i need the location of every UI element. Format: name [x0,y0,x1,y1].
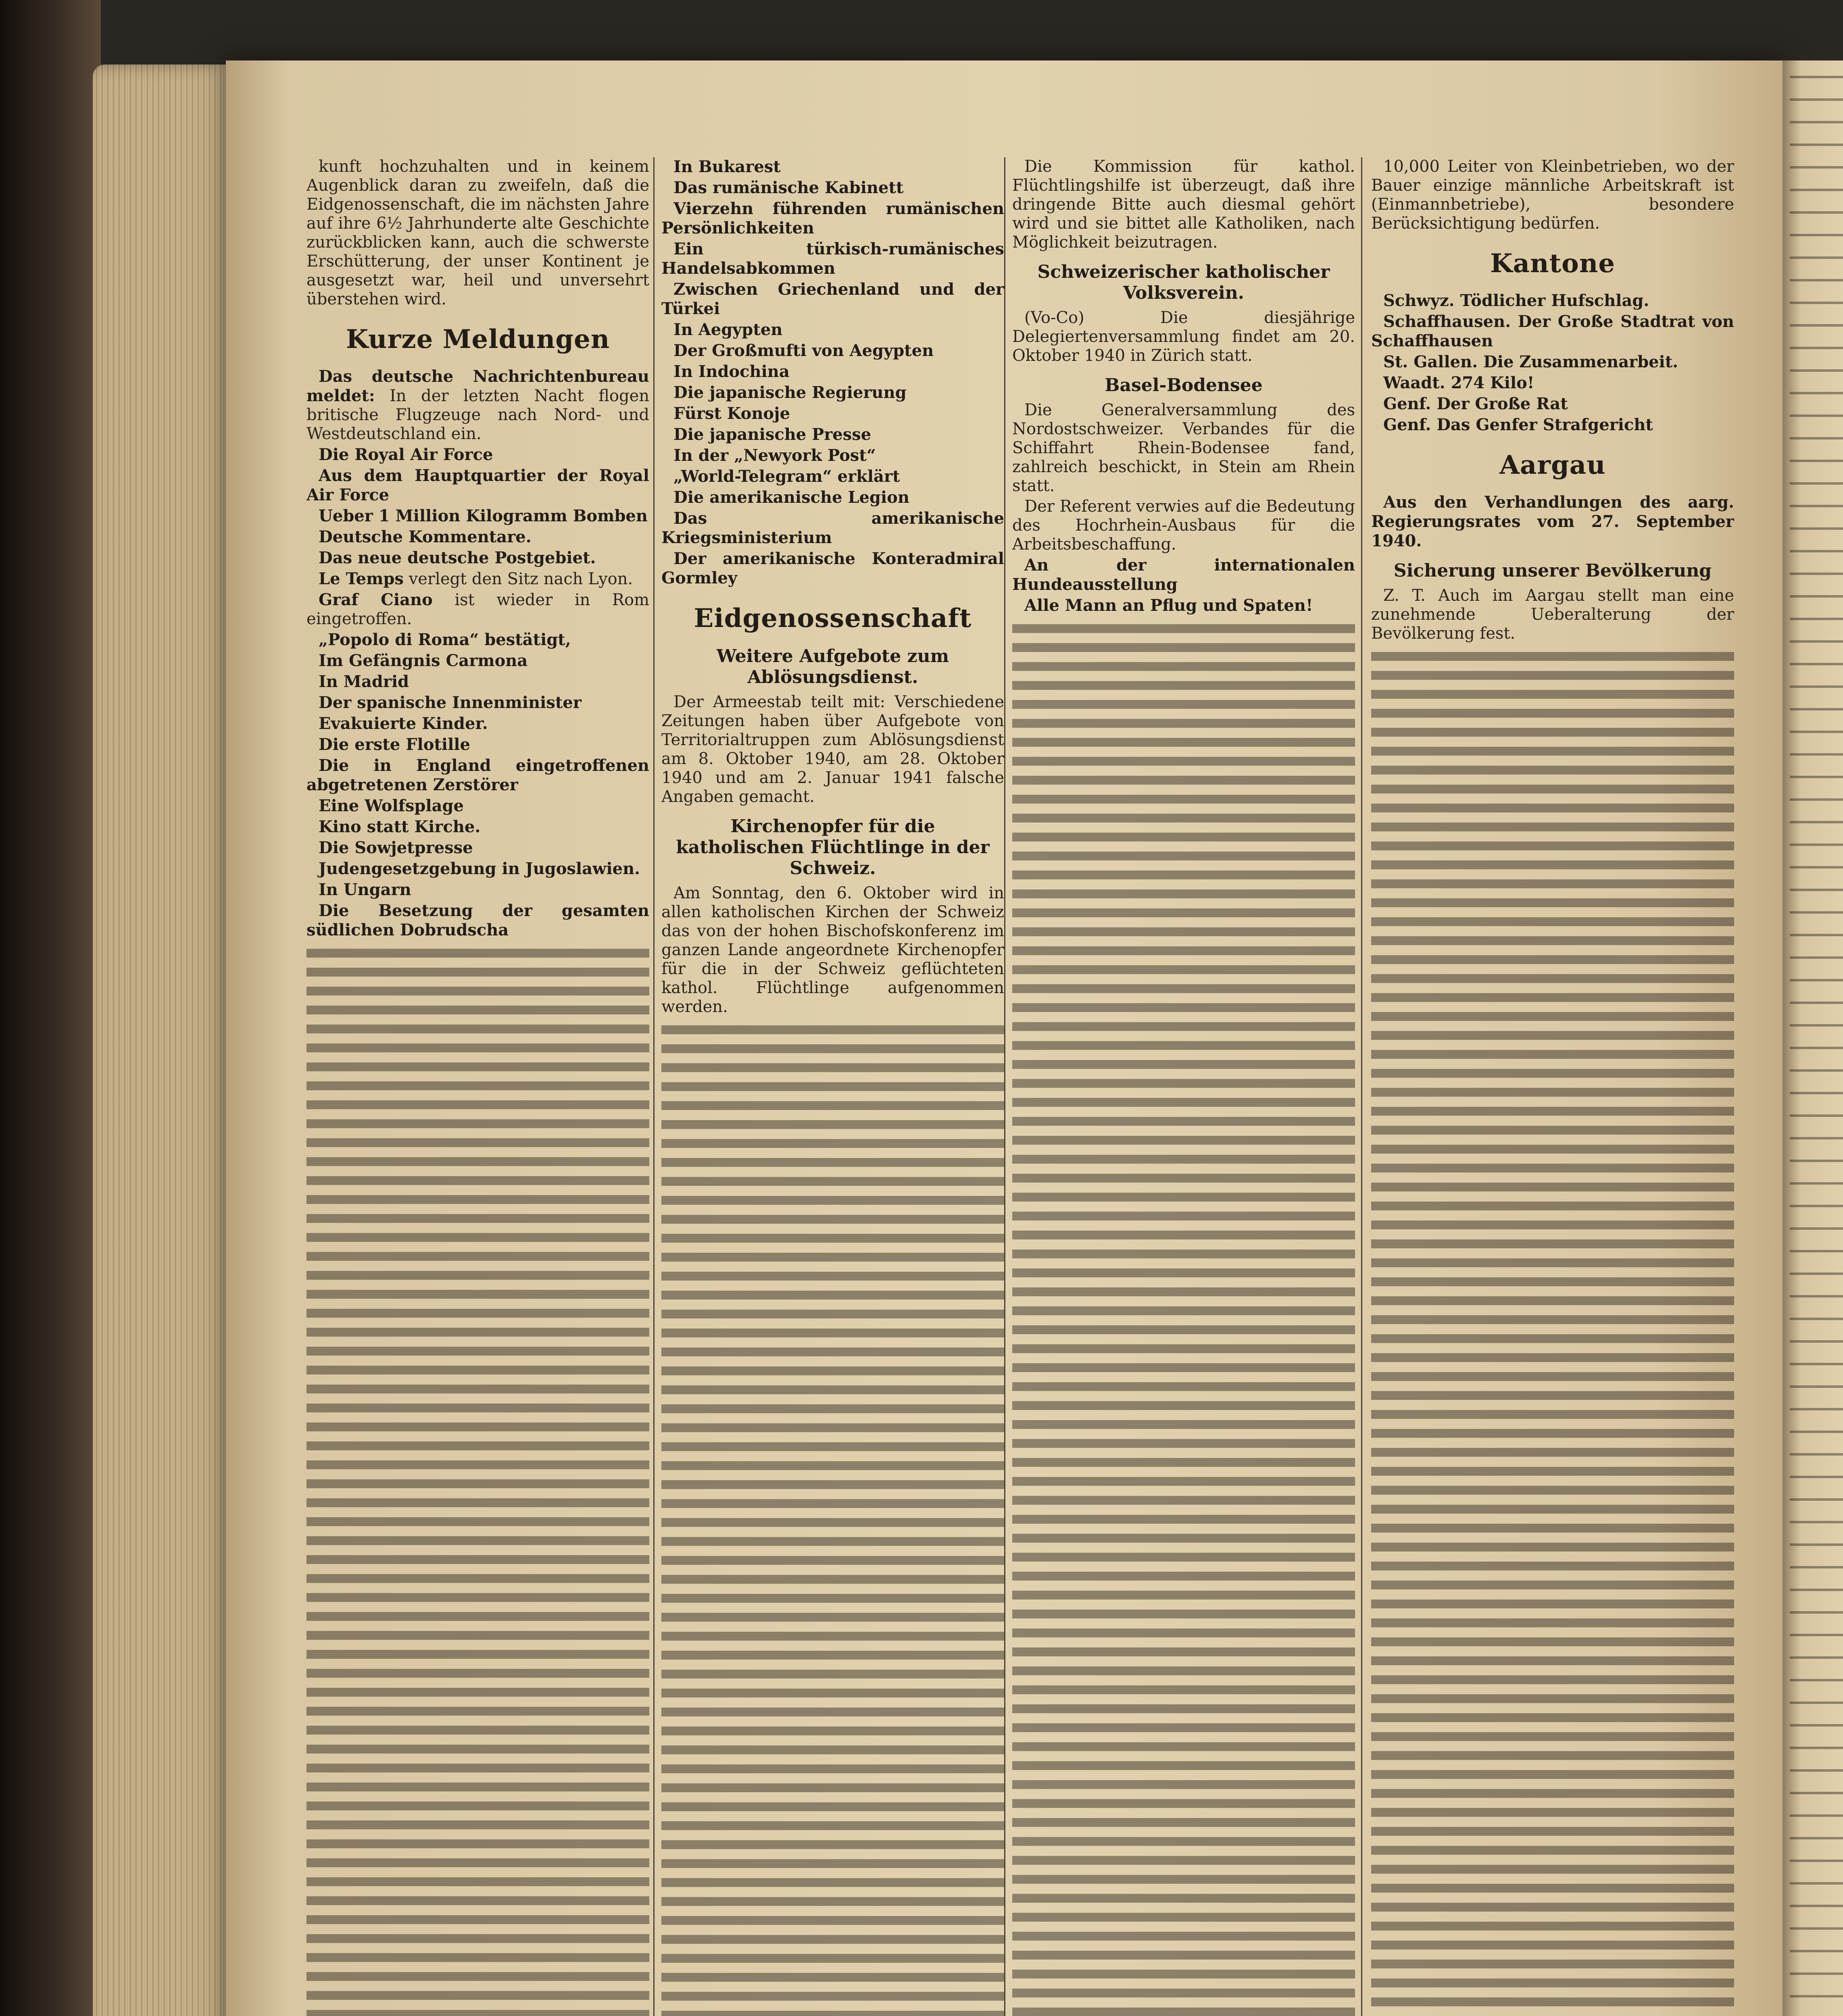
article-lead: Ein türkisch-rumänisches Handelsabkommen [661,240,1004,278]
column-3 [1012,157,1355,2016]
article-lead: Fürst Konoje [673,404,790,423]
article-paragraph [661,240,1004,278]
article-lead: Aus den Verhandlungen des aarg. Regierungsrates vom 27. September 1940. [1371,493,1734,550]
article-lead: Genf. Das Genfer Strafgericht [1383,415,1653,434]
article-paragraph [661,446,1004,465]
article-lead: Das rumänische Kabinett [673,178,904,197]
article-lead: Schaffhausen. Der Große Stadtrat von Schaffhausen [1371,312,1734,350]
article-paragraph [306,735,649,754]
article-lead: Kino statt Kirche. [319,817,481,836]
article-paragraph [306,672,649,691]
article-lead: Die Besetzung der gesamten südlichen Dobrudscha [306,901,649,939]
article-paragraph [306,527,649,547]
article-lead: Evakuierte Kinder. [319,714,488,733]
article-paragraph [306,466,649,505]
column-4 [1371,157,1734,2016]
article-lead: Aus dem Hauptquartier der Royal Air Force [306,466,649,504]
article-paragraph [661,404,1004,423]
article-text: Die Generalversammlung des Nordostschweizer. Verbandes für die Schiffahrt Rhein-Bodensee fand, zahlreich beschickt, in Stein am Rhein statt. [1012,401,1355,495]
article-paragraph [661,280,1004,319]
article-lead: Vierzehn führenden rumänischen Persönlichkeiten [661,199,1004,237]
article-lead: Das amerikanische Kriegsministerium [661,509,1004,547]
article-lead: Alle Mann an Pflug und Spaten! [1024,596,1313,615]
article-lead: Im Gefängnis Carmona [319,651,528,670]
article-paragraph [1371,415,1734,435]
section-heading: Eidgenossenschaft [694,603,972,633]
article-paragraph [1371,586,1734,643]
article-paragraph [661,467,1004,486]
section-heading: Kantone [1490,248,1616,279]
column-1 [306,157,649,2016]
illegible-text-lines [1012,619,1355,2016]
article-lead: In Madrid [319,672,409,691]
article-paragraph [306,630,649,650]
article-paragraph [1012,596,1355,615]
article-lead: Deutsche Kommentare. [319,527,532,546]
article-lead: Die Sowjetpresse [319,838,473,857]
article-lead: „World-Telegram“ erklärt [673,467,900,486]
article-paragraph [1012,556,1355,594]
article-lead: In der „Newyork Post“ [673,446,876,465]
article-subhead: Sicherung unserer Bevölkerung [1393,560,1712,581]
article-paragraph [1012,401,1355,496]
section-heading: Aargau [1499,450,1606,480]
article-text: 10,000 Leiter von Kleinbetrieben, wo der Bauer einzige männliche Arbeitskraft ist (Einmannbetriebe), besondere Berücksichtigung bedürfen. [1371,157,1734,233]
illegible-text-lines [661,1020,1004,2016]
article-paragraph [306,714,649,733]
article-lead: Das neue deutsche Postgebiet. [319,548,596,567]
article-subhead: Basel-Bodensee [1105,375,1263,396]
article-paragraph [306,880,649,900]
article-text: Z. T. Auch im Aargau stellt man eine zunehmende Ueberalterung der Bevölkerung fest. [1371,586,1734,643]
column-rule [1004,157,1005,2016]
article-text: Der Armeestab teilt mit: Verschiedene Zeitungen haben über Aufgebote von Territorialtruppen zum Ablösungsdienst am 8. Oktober 1940, am 28. Oktober 1940 und am 2. Januar 1941 falsche Angaben gemacht. [661,693,1004,806]
article-paragraph [661,425,1004,444]
article-subhead: Schweizerischer katholischer Volksverein. [1037,262,1330,303]
illegible-text-lines [306,944,649,2016]
article-text: kunft hochzuhalten und in keinem Augenblick daran zu zweifeln, daß die Eidgenossenschaft, die im nächsten Jahre auf ihre 6½ Jahrhunderte alte Geschichte zurückblicken kann, auch die schwerste Erschütterung, der unser Kontinent je ausgesetzt war, heil und unversehrt überstehen wird. [306,157,649,308]
article-paragraph [306,569,649,589]
article-paragraph [661,884,1004,1016]
article-paragraph [306,157,649,309]
article-lead: Der spanische Innenminister [319,693,582,712]
column-2 [661,157,1004,2016]
article-paragraph [306,693,649,712]
illegible-text-lines [1371,647,1734,2016]
article-paragraph [306,756,649,795]
article-paragraph [306,859,649,879]
article-paragraph [661,362,1004,381]
article-paragraph [661,320,1004,339]
column-rule [653,157,655,2016]
article-paragraph [306,590,649,629]
column-rule [1361,157,1362,2016]
article-paragraph [661,693,1004,806]
article-subhead: Weitere Aufgebote zum Ablösungsdienst. [716,646,949,687]
page-edges [93,65,238,2016]
article-lead: Ueber 1 Million Kilogramm Bomben [319,506,648,525]
article-lead: In Bukarest [673,157,781,176]
adjacent-page-text [1790,60,1843,2016]
article-paragraph [661,549,1004,588]
article-lead: Genf. Der Große Rat [1383,394,1568,413]
article-lead: Graf Ciano [319,590,433,609]
article-lead: Judengesetzgebung in Jugoslawien. [319,859,640,878]
article-paragraph [1371,373,1734,393]
article-paragraph [1012,157,1355,252]
article-lead: Die amerikanische Legion [673,488,909,507]
article-paragraph [306,901,649,940]
article-text: Der Referent verwies auf die Bedeutung des Hochrhein-Ausbaus für die Arbeitsbeschaffung. [1012,497,1355,554]
article-lead: Das deutsche Nachrichtenbureau meldet: [306,367,649,405]
article-lead: An der internationalen Hundeausstellung [1012,556,1355,594]
article-paragraph [1371,157,1734,233]
article-lead: St. Gallen. Die Zusammenarbeit. [1383,352,1678,371]
article-lead: Der Großmufti von Aegypten [673,341,934,360]
article-paragraph [1371,493,1734,551]
article-lead: Die Royal Air Force [319,445,493,464]
article-paragraph [306,838,649,858]
article-lead: Die erste Flotille [319,735,470,754]
article-text: In der letzten Nacht flogen britische Flugzeuge nach Nord- und Westdeutschland ein. [306,387,649,443]
article-subhead: Kirchenopfer für die katholischen Flüchtlinge in der Schweiz. [676,816,990,879]
article-text: Am Sonntag, den 6. Oktober wird in allen katholischen Kirchen der Schweiz das von der hohen Bischofskonferenz im ganzen Lande angeordnete Kirchenopfer für die in der Schweiz geflüchteten kathol. Flüchtlinge aufgenommen werden. [661,884,1004,1016]
article-lead: In Ungarn [319,880,411,899]
article-text: verlegt den Sitz nach Lyon. [409,570,633,588]
article-text: Die Kommission für kathol. Flüchtlingshilfe ist überzeugt, daß ihre dringende Bitte auch diesmal gehört wird und sie bittet alle Katholiken, nach Möglichkeit beizutragen. [1012,157,1355,252]
article-paragraph [1371,291,1734,310]
article-text: (Vo-Co) Die diesjährige Delegiertenversammlung findet am 20. Oktober 1940 in Zürich statt. [1012,308,1355,365]
article-paragraph [306,445,649,464]
article-paragraph [661,383,1004,402]
article-paragraph [1371,352,1734,372]
article-text: ist wieder in Rom eingetroffen. [306,591,649,628]
article-lead: „Popolo di Roma“ bestätigt, [319,630,571,649]
book-spine [0,0,101,2016]
article-lead: Die japanische Presse [673,425,871,444]
article-paragraph [1012,308,1355,365]
article-paragraph [661,341,1004,360]
article-paragraph [306,817,649,837]
article-paragraph [1371,312,1734,351]
article-paragraph [661,178,1004,198]
article-lead: Zwischen Griechenland und der Türkei [661,280,1004,318]
article-lead: Die in England eingetroffenen abgetretenen Zerstörer [306,756,649,794]
section-heading: Kurze Meldungen [346,324,610,354]
article-lead: Schwyz. Tödlicher Hufschlag. [1383,291,1649,310]
article-lead: Le Temps [319,569,404,588]
article-paragraph [661,199,1004,238]
adjacent-page [1783,60,1843,2016]
article-lead: Eine Wolfsplage [319,796,464,815]
article-paragraph [306,548,649,568]
article-paragraph [661,509,1004,548]
article-paragraph [1012,497,1355,554]
article-paragraph [661,488,1004,507]
article-lead: In Indochina [673,362,790,381]
article-paragraph [306,506,649,526]
article-lead: Der amerikanische Konteradmiral Gormley [661,549,1004,587]
article-lead: In Aegypten [673,320,783,339]
article-paragraph [306,796,649,816]
article-paragraph [306,367,649,444]
article-paragraph [306,651,649,671]
article-paragraph [1371,394,1734,414]
article-lead: Waadt. 274 Kilo! [1383,373,1534,392]
article-paragraph [661,157,1004,177]
article-lead: Die japanische Regierung [673,383,907,402]
